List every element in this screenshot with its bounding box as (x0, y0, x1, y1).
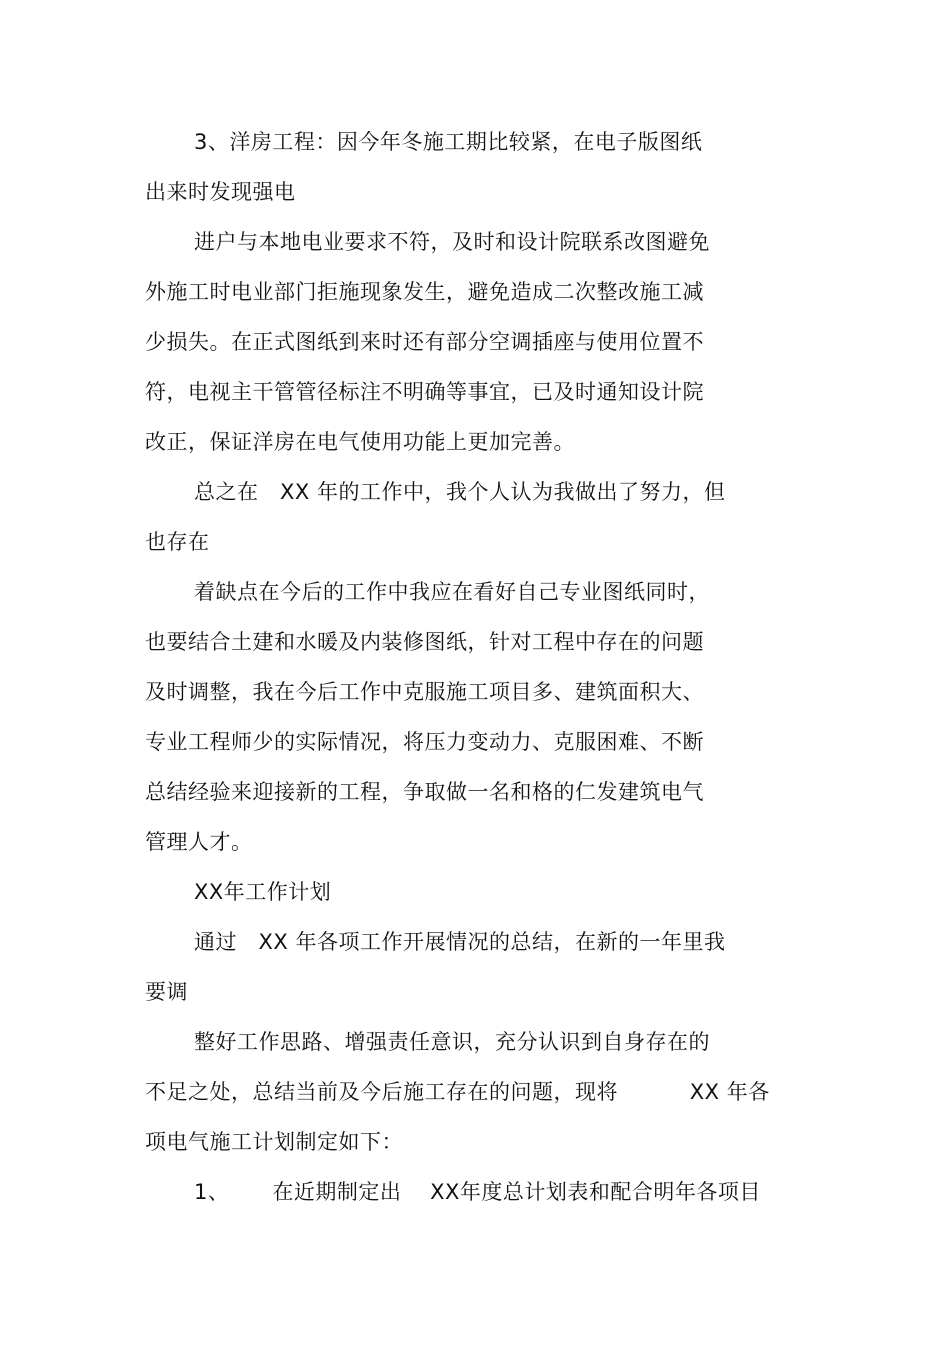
text-line: 专业工程师少的实际情况，将压力变动力、克服困难、不断 (145, 730, 704, 754)
text-line: 改正，保证洋房在电气使用功能上更加完善。 (145, 430, 575, 454)
text-line: 也存在 (145, 530, 210, 554)
text-line: 总之在 XX 年的工作中，我个人认为我做出了努力，但 (194, 480, 726, 504)
text-line: 符，电视主干管管径标注不明确等事宜，已及时通知设计院 (145, 380, 704, 404)
section-heading: XX年工作计划 (194, 880, 332, 904)
text-line: 出来时发现强电 (145, 180, 296, 204)
text-line: 少损失。在正式图纸到来时还有部分空调插座与使用位置不 (145, 330, 704, 354)
text-line: 进户与本地电业要求不符，及时和设计院联系改图避免 (194, 230, 710, 254)
text-line: 总结经验来迎接新的工程，争取做一名和格的仁发建筑电气 (145, 780, 704, 804)
text-line: 着缺点在今后的工作中我应在看好自己专业图纸同时， (194, 580, 710, 604)
text-line: 外施工时电业部门拒施现象发生，避免造成二次整改施工减 (145, 280, 704, 304)
text-line: 3、洋房工程：因今年冬施工期比较紧，在电子版图纸 (194, 130, 703, 154)
text-line: 及时调整，我在今后工作中克服施工项目多、建筑面积大、 (145, 680, 704, 704)
text-line: 通过 XX 年各项工作开展情况的总结，在新的一年里我 (194, 930, 726, 954)
text-line: 也要结合土建和水暖及内装修图纸，针对工程中存在的问题 (145, 630, 704, 654)
text-line: 项电气施工计划制定如下： (145, 1130, 403, 1154)
text-line: 管理人才。 (145, 830, 253, 854)
text-line: 1、 在近期制定出 XX年度总计划表和配合明年各项目 (194, 1180, 761, 1204)
text-line: 整好工作思路、增强责任意识，充分认识到自身存在的 (194, 1030, 710, 1054)
text-line: 不足之处，总结当前及今后施工存在的问题，现将 XX 年各 (145, 1080, 770, 1104)
text-line: 要调 (145, 980, 188, 1004)
